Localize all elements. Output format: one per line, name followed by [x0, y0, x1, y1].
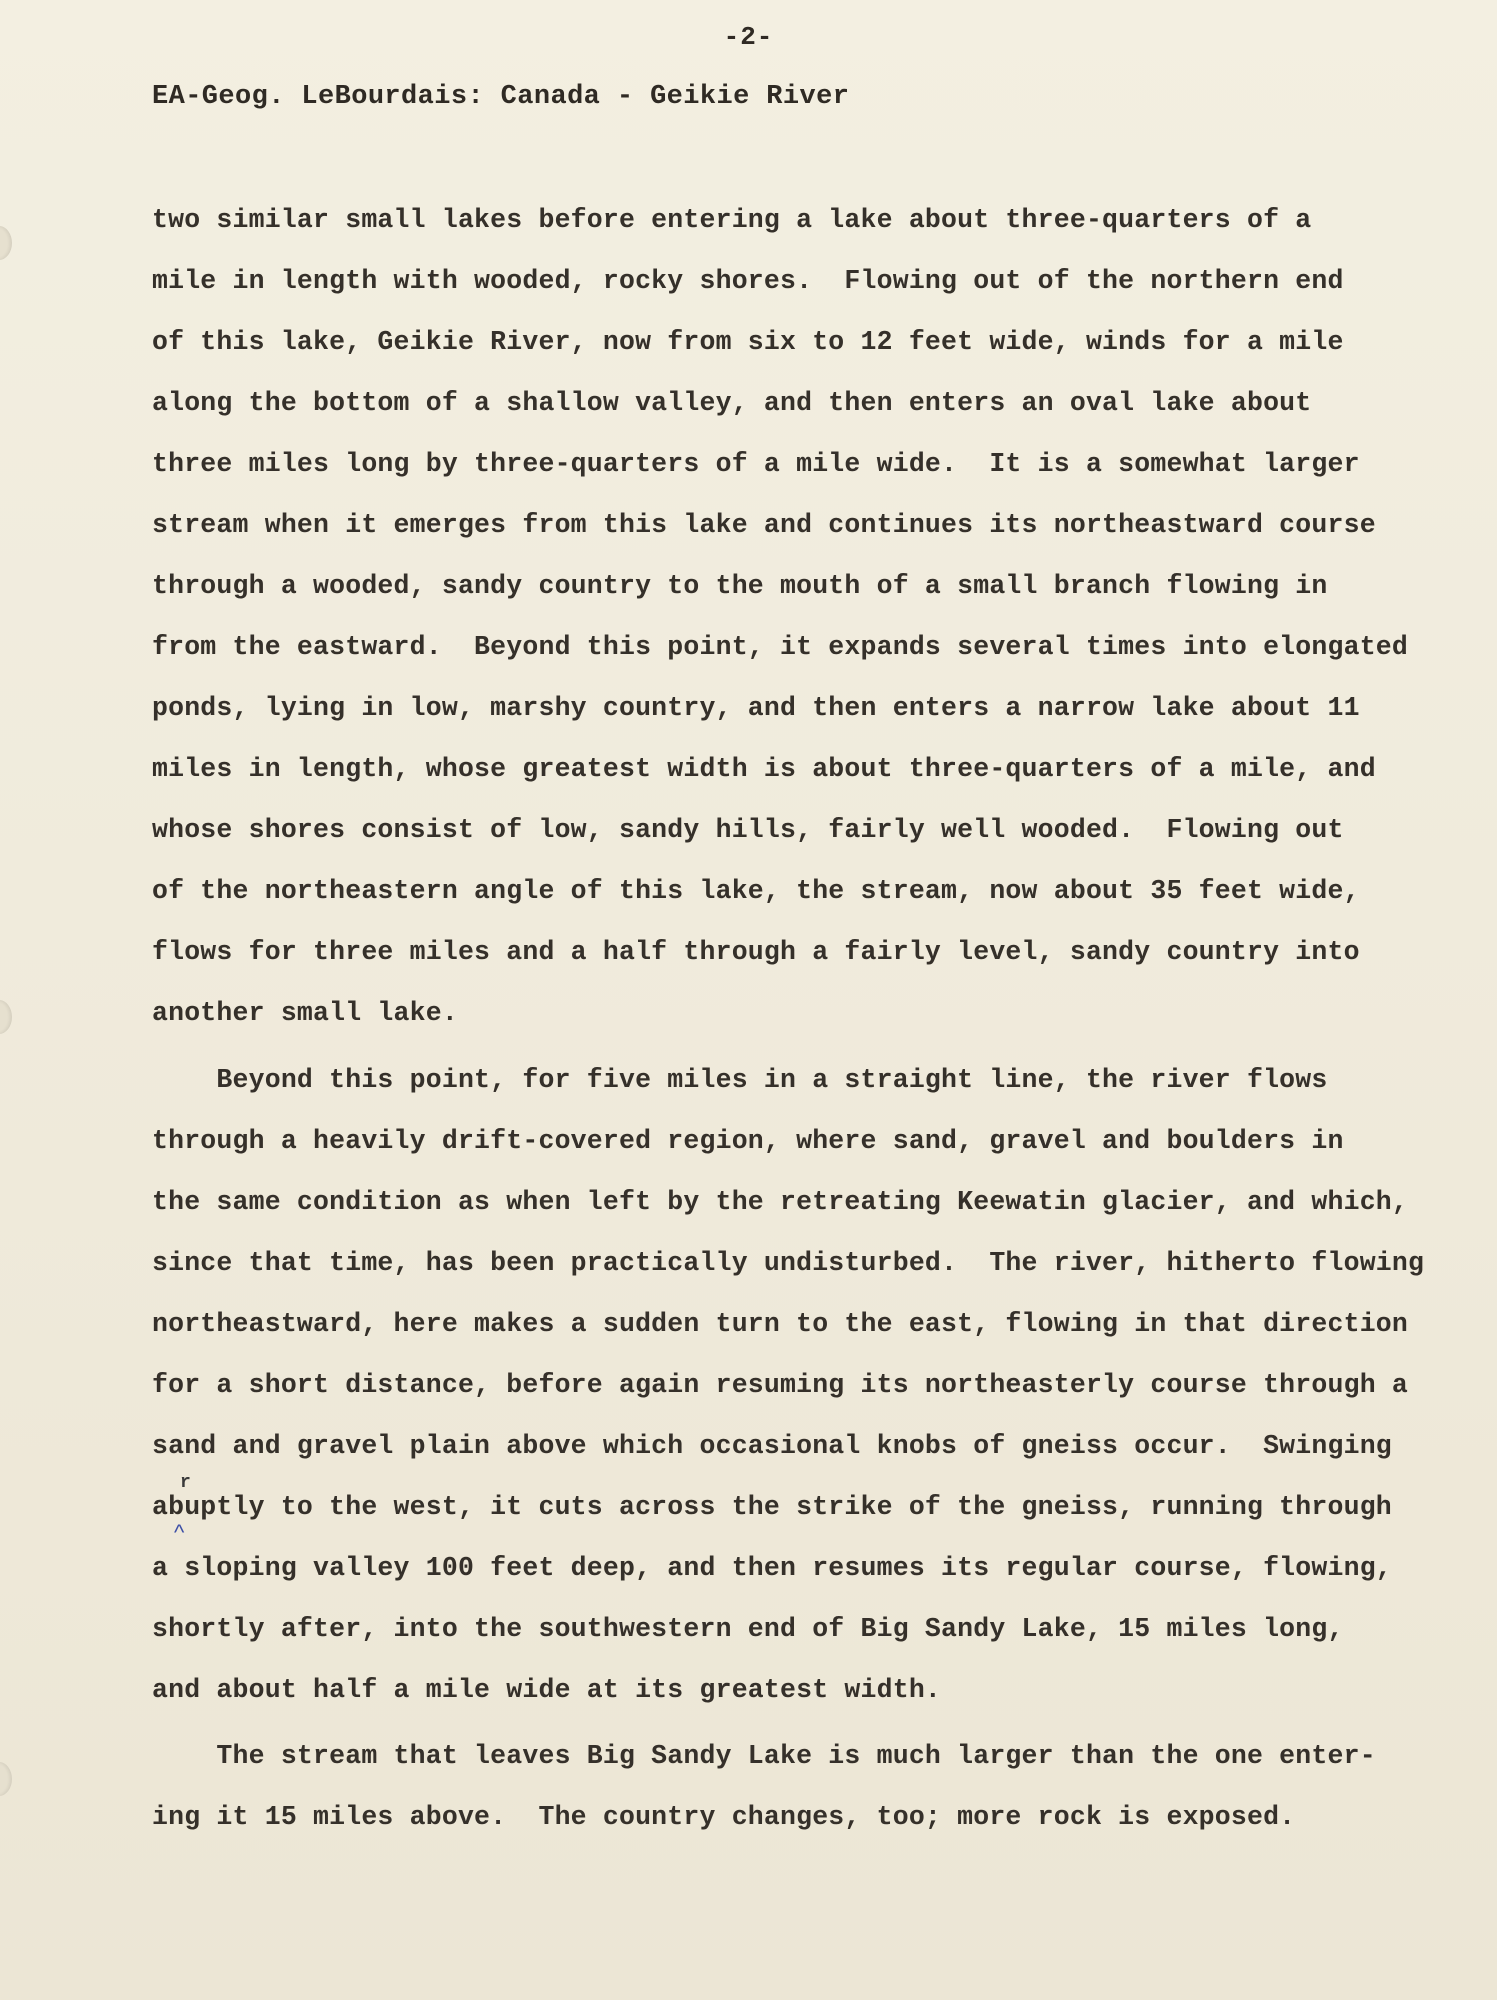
text-line: through a wooded, sandy country to the mouth of a small branch flowing in — [152, 571, 1328, 601]
text-line: ponds, lying in low, marshy country, and then enters a narrow lake about 11 — [152, 693, 1360, 723]
inserted-letter: r — [180, 1473, 191, 1493]
page-number: -2- — [723, 22, 774, 52]
insertion-caret-mark: ^ — [174, 1520, 185, 1545]
text-line: of the northeastern angle of this lake, the stream, now about 35 feet wide, — [152, 876, 1360, 906]
text-line: two similar small lakes before entering a lake about three-quarters of a — [152, 205, 1312, 235]
text-line: through a heavily drift-covered region, where sand, gravel and boulders in — [152, 1126, 1344, 1156]
text-line: from the eastward. Beyond this point, it expands several times into elongated — [152, 632, 1409, 662]
running-header: EA-Geog. LeBourdais: Canada - Geikie River — [152, 82, 850, 112]
text-line: of this lake, Geikie River, now from six to 12 feet wide, winds for a mile — [152, 327, 1344, 357]
punch-hole — [0, 226, 12, 260]
text-line: along the bottom of a shallow valley, and then enters an oval lake about — [152, 388, 1312, 418]
text-line: since that time, has been practically undisturbed. The river, hitherto flowing — [152, 1248, 1425, 1278]
text-line: shortly after, into the southwestern end of Big Sandy Lake, 15 miles long, — [152, 1614, 1344, 1644]
text-line: for a short distance, before again resuming its northeasterly course through a — [152, 1370, 1409, 1400]
text-line: stream when it emerges from this lake and continues its northeastward course — [152, 510, 1376, 540]
text-line: abuptly to the west, it cuts across the strike of the gneiss, running through — [152, 1492, 1392, 1522]
punch-hole — [0, 1762, 12, 1796]
text-line: Beyond this point, for five miles in a straight line, the river flows — [152, 1065, 1328, 1095]
text-line: ing it 15 miles above. The country changes, too; more rock is exposed. — [152, 1802, 1296, 1832]
text-line: The stream that leaves Big Sandy Lake is much larger than the one enter- — [152, 1741, 1376, 1771]
text-line: a sloping valley 100 feet deep, and then resumes its regular course, flowing, — [152, 1553, 1392, 1583]
text-line: three miles long by three-quarters of a mile wide. It is a somewhat larger — [152, 449, 1360, 479]
text-line: mile in length with wooded, rocky shores. Flowing out of the northern end — [152, 266, 1344, 296]
text-line: northeastward, here makes a sudden turn to the east, flowing in that direction — [152, 1309, 1409, 1339]
text-line: whose shores consist of low, sandy hills, fairly well wooded. Flowing out — [152, 815, 1344, 845]
text-line: and about half a mile wide at its greatest width. — [152, 1675, 942, 1705]
text-line: another small lake. — [152, 998, 458, 1028]
text-line: flows for three miles and a half through a fairly level, sandy country into — [152, 937, 1360, 967]
punch-hole — [0, 1000, 12, 1034]
text-line: sand and gravel plain above which occasional knobs of gneiss occur. Swinging — [152, 1431, 1392, 1461]
text-line: the same condition as when left by the retreating Keewatin glacier, and which, — [152, 1187, 1409, 1217]
text-line: miles in length, whose greatest width is about three-quarters of a mile, and — [152, 754, 1376, 784]
